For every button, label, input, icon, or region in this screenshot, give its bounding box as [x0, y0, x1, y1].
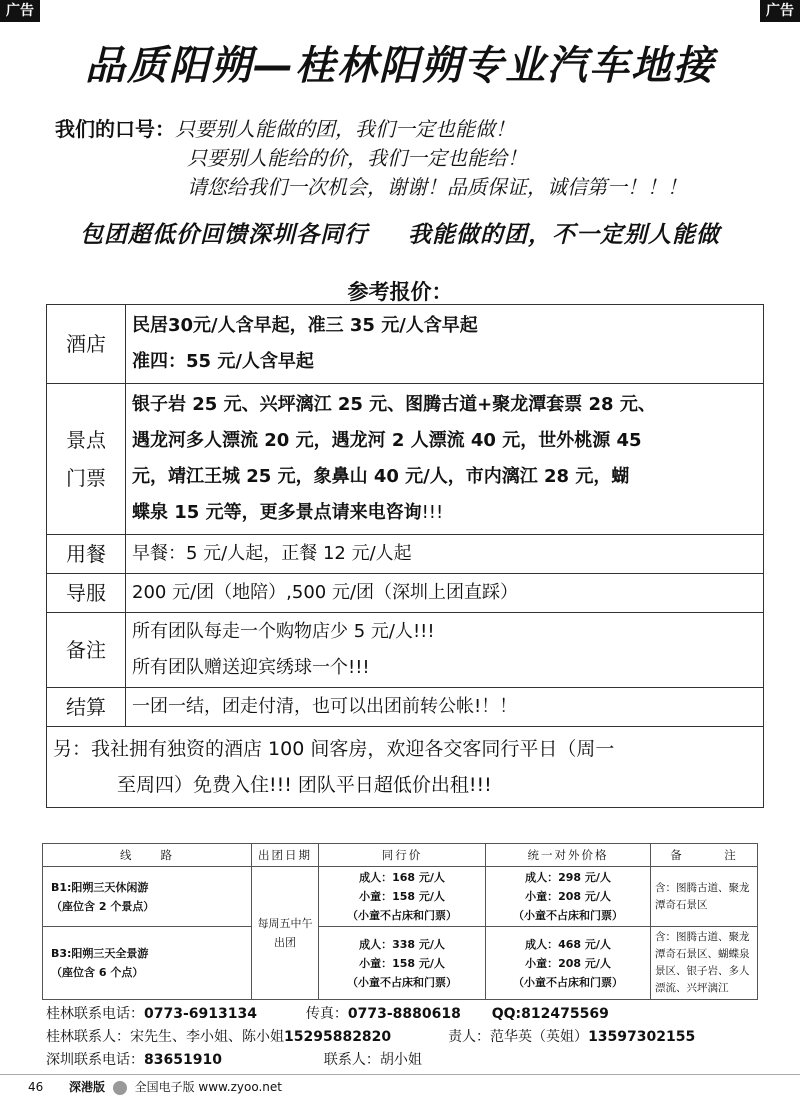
- qq-number: QQ:812475569: [491, 1006, 609, 1022]
- extra-line-1: 另：我社拥有独资的酒店 100 间客房，欢迎各交客同行平日（周一: [53, 738, 615, 760]
- route-name-cell: [43, 867, 252, 927]
- resp-phone: 13597302155: [588, 1029, 696, 1045]
- price-key-remark: 备注: [47, 613, 126, 688]
- tickets-line-4-text: 蝶泉 15 元等，更多景点请来电咨询: [132, 502, 422, 523]
- hotel-line-2: 准四：55 元/人含早起: [132, 351, 314, 372]
- hotel-line-1: 民居30元/人含早起，准三 35 元/人含早起: [132, 315, 478, 336]
- route-name-cell: [43, 927, 252, 1000]
- gl-phone: 0773-6913134: [144, 1006, 257, 1022]
- extra-line-2: 至周四）免费入住!!! 团队平日超低价出租!!!: [117, 774, 492, 796]
- public-adult: 成人：298 元/人: [525, 871, 611, 884]
- route-table: [42, 843, 758, 1000]
- public-child: 小童：208 元/人: [525, 956, 611, 970]
- banner-right: 我能做的团，不一定别人能做: [408, 222, 720, 248]
- route-public-price: [486, 867, 651, 927]
- footer-divider: [0, 1074, 800, 1075]
- fax-number: 0773-8880618: [347, 1006, 461, 1022]
- peer-adult: 成人：168 元/人: [359, 871, 445, 884]
- route-note: 含：图腾古道、聚龙潭奇石景区、蝴蝶泉景区、银子岩、多人漂流、兴坪漓江: [651, 927, 758, 1000]
- price-key-hotel: 酒店: [47, 305, 126, 384]
- gl-phone-label: 桂林联系电话：: [46, 1006, 144, 1022]
- route-name: B3:阳朔三天全景游: [51, 947, 149, 960]
- price-value-guide: 200 元/团（地陪）,500 元/团（深圳上团直踩）: [126, 574, 764, 613]
- price-value-tickets: [126, 384, 764, 535]
- banner-left: 包团超低价回馈深圳各同行: [80, 222, 368, 248]
- route-header-date: 出团日期: [252, 844, 319, 867]
- slogan-line-3: 请您给我们一次机会，谢谢！品质保证，诚信第一！！！: [187, 175, 687, 199]
- price-value-settle: 一团一结，团走付清，也可以出团前转公帐!！！: [126, 688, 764, 727]
- route-date: 每周五中午出团: [252, 867, 319, 1000]
- contact-row-1: [46, 1003, 695, 1026]
- slogan-block: [55, 115, 687, 202]
- price-row-extra: [47, 727, 764, 808]
- price-row-tickets: [47, 384, 764, 535]
- tickets-line-4-end: !!!: [421, 502, 444, 523]
- contact-row-2: [46, 1026, 695, 1049]
- page-title: 品质阳朔—桂林阳朔专业汽车地接: [85, 43, 715, 89]
- gl-contact-phone: 15295882820: [284, 1029, 392, 1045]
- ad-tag-left: 广告: [0, 0, 40, 22]
- remark-line-1: 所有团队每走一个购物店少 5 元/人!!!: [132, 621, 435, 642]
- contact-block: [46, 1003, 695, 1072]
- peer-child-note: （小童不占床和门票）: [347, 909, 457, 922]
- price-row-guide: [47, 574, 764, 613]
- public-child: 小童：208 元/人: [525, 890, 611, 903]
- price-key-guide: 导服: [47, 574, 126, 613]
- sz-contact: 联系人：胡小姐: [323, 1052, 422, 1068]
- gl-contact-label: 桂林联系人：宋先生、李小姐、陈小姐: [46, 1029, 284, 1045]
- route-note: 含：图腾古道、聚龙潭奇石景区: [651, 867, 758, 927]
- tickets-line-1: 银子岩 25 元、兴坪漓江 25 元、图腾古道+聚龙潭套票 28 元、: [132, 394, 656, 415]
- price-row-hotel: [47, 305, 764, 384]
- route-header-public-price: 统一对外价格: [486, 844, 651, 867]
- route-name: B1:阳朔三天休闲游: [51, 880, 149, 894]
- tickets-key-1: 景点: [66, 428, 106, 452]
- ad-tag-right: 广告: [760, 0, 800, 22]
- route-peer-price: [319, 867, 486, 927]
- page-number: 46: [28, 1080, 44, 1094]
- price-row-remark: [47, 613, 764, 688]
- route-header-note: 备 注: [651, 844, 758, 867]
- route-public-price: [486, 927, 651, 1000]
- peer-child-note: （小童不占床和门票）: [347, 975, 457, 989]
- tickets-key-2: 门票: [66, 466, 106, 490]
- edition-label: 深港版: [68, 1080, 105, 1094]
- peer-child: 小童：158 元/人: [359, 956, 445, 970]
- route-peer-price: [319, 927, 486, 1000]
- route-sub: （座位含 2 个景点）: [51, 899, 155, 913]
- public-child-note: （小童不占床和门票）: [513, 909, 623, 922]
- tickets-line-4: [132, 495, 757, 531]
- price-key-tickets: [47, 384, 126, 535]
- remark-line-2: 所有团队赠送迎宾绣球一个!!!: [132, 657, 370, 678]
- sz-phone-label: 深圳联系电话：: [46, 1052, 144, 1068]
- promo-banner: [0, 216, 800, 249]
- price-table: [46, 304, 764, 808]
- slogan-label: 我们的口号：: [55, 117, 175, 141]
- price-extra-note: [47, 727, 764, 808]
- price-value-remark: [126, 613, 764, 688]
- resp-label: 责人：范华英（英姐）: [448, 1029, 589, 1045]
- tickets-line-2: 遇龙河多人漂流 20 元，遇龙河 2 人漂流 40 元，世外桃源 45: [132, 430, 642, 451]
- public-adult: 成人：468 元/人: [525, 937, 611, 951]
- slogan-line-1: [55, 115, 687, 144]
- contact-row-3: [46, 1049, 695, 1072]
- price-row-settle: [47, 688, 764, 727]
- edition-logo-icon: [113, 1081, 127, 1095]
- route-header-route: 线 路: [43, 844, 252, 867]
- peer-adult: 成人：338 元/人: [359, 937, 445, 951]
- site-label: 全国电子版 www.zyoo.net: [134, 1080, 282, 1094]
- reference-price-title: 参考报价：: [347, 280, 453, 304]
- price-key-meal: 用餐: [47, 535, 126, 574]
- page-footer: [28, 1078, 282, 1095]
- public-child-note: （小童不占床和门票）: [513, 975, 623, 989]
- route-row: [43, 927, 758, 1000]
- slogan-text-1: 只要别人能做的团，我们一定也能做！: [175, 117, 515, 141]
- tickets-line-3: 元，靖江王城 25 元，象鼻山 40 元/人，市内漓江 28 元，蝴: [132, 466, 630, 487]
- route-header-row: [43, 844, 758, 867]
- price-value-hotel: [126, 305, 764, 384]
- price-key-settle: 结算: [47, 688, 126, 727]
- fax-label: 传真：: [305, 1006, 348, 1022]
- peer-child: 小童：158 元/人: [359, 890, 445, 903]
- route-header-peer-price: 同行价: [319, 844, 486, 867]
- sz-phone: 83651910: [144, 1052, 222, 1068]
- price-row-meal: [47, 535, 764, 574]
- slogan-line-2: 只要别人能给的价，我们一定也能给！: [187, 146, 527, 170]
- route-row: [43, 867, 758, 927]
- price-value-meal: 早餐：5 元/人起，正餐 12 元/人起: [126, 535, 764, 574]
- route-sub: （座位含 6 个点）: [51, 966, 144, 979]
